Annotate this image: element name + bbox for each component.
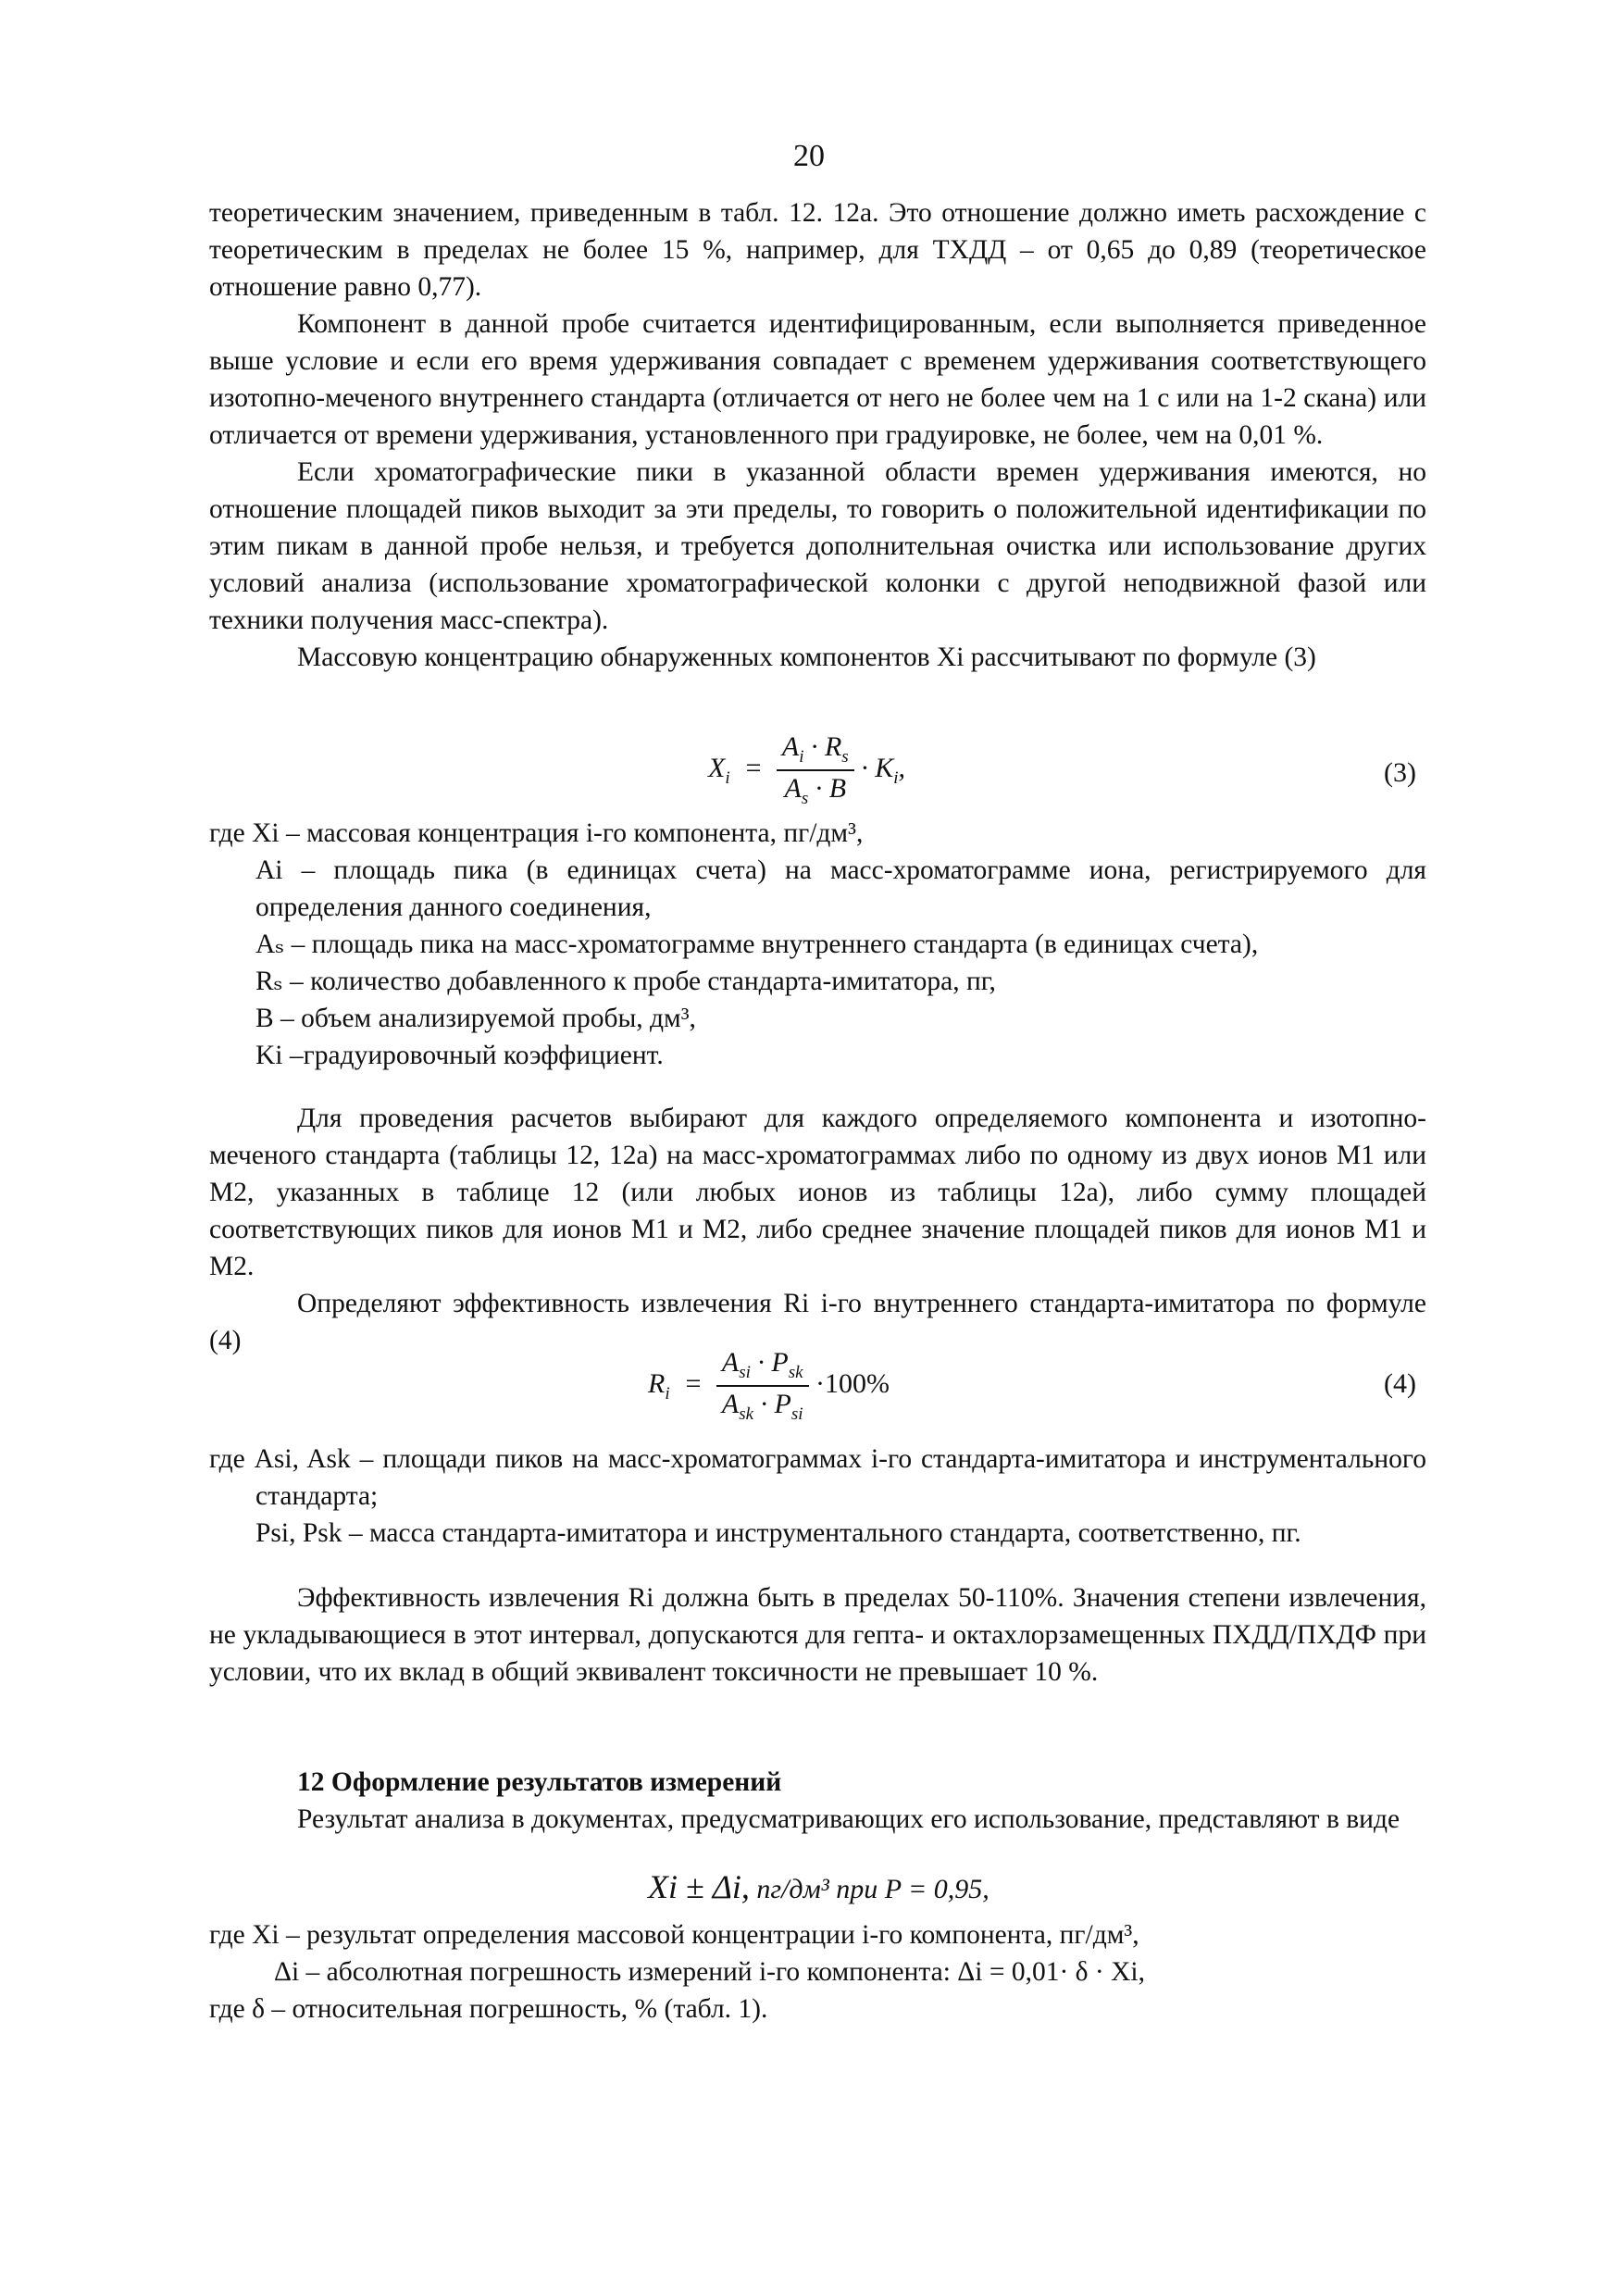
legend-line: B – объем анализируемой пробы, дм³, (255, 1004, 696, 1033)
equation-number: (4) (1384, 1368, 1416, 1399)
formula-3-legend (209, 815, 1426, 1074)
text-block-2 (209, 1100, 1426, 1359)
paragraph: Эффективность извлечения Ri должна быть в пределах 50-110%. Значения степени извлечения, не укладывающиеся в этот интервал, допускаются для гепта- и октахлорзамещенных ПХДД/ПХДФ при условии, что их вклад в общий эквивалент токсичности не превышает 10 %. (209, 1583, 1426, 1687)
text-block-1 (209, 194, 1426, 676)
legend-line: где Xi – результат определения массовой концентрации i-го компонента, пг/дм³, (209, 1920, 1139, 1950)
paragraph: Для проведения расчетов выбирают для каждого определяемого компонента и изотопно-меченого стандарта (таблицы 12, 12а) на масс-хроматограммах либо по одному из двух ионов М1 или М2, указанных в таблице 12 (или любых ионов из таблицы 12а), либо сумму площадей соответствующих пиков для ионов М1 и М2, либо среднее значение площадей пиков для ионов М1 и М2. (209, 1104, 1426, 1281)
legend-line: Rₛ – количество добавленного к пробе стандарта-имитатора, пг, (255, 967, 996, 996)
legend-line: где δ – относительная погрешность, % (табл. 1). (209, 1994, 768, 2024)
equation-number: (3) (1384, 757, 1416, 788)
paragraph: Результат анализа в документах, предусматривающих его использование, представляют в виде (297, 1804, 1400, 1834)
paragraph: теоретическим значением, приведенным в табл. 12. 12а. Это отношение должно иметь расхождение с теоретическим в пределах не более 15 %, например, для ТХДД – от 0,65 до 0,89 (теоретическое отношение равно 0,77). (209, 198, 1426, 302)
section-heading: 12 Оформление результатов измерений (297, 1767, 782, 1797)
legend-line: Ai – площадь пика (в единицах счета) на масс-хроматограмме иона, регистрируемого для определения данного соединения, (255, 855, 1426, 922)
fraction: $\frac{A_{si} \cdot P_{sk}}{A_{sk} \cdot P_{si}}$ (716, 1347, 809, 1425)
section-12-legend (209, 1916, 1426, 2028)
text-block-3 (209, 1579, 1426, 1691)
formula-3: $X_i$ = $\frac{A_i \cdot R_s}{A_s \cdot B}$ · $K_i$, (708, 731, 905, 808)
section-12 (209, 1764, 1426, 1838)
legend-line: Aₛ – площадь пика на масс-хроматограмме внутреннего стандарта (в единицах счета), (255, 930, 1259, 959)
paragraph: Определяют эффективность извлечения Ri i-го внутреннего стандарта-имитатора по формуле (4) (209, 1289, 1426, 1355)
legend-line: где Asi, Ask – площади пиков на масс-хроматограммах i-го стандарта-имитатора и инструментального стандарта; (209, 1444, 1426, 1511)
page-number: 20 (793, 139, 825, 173)
paragraph: Массовую концентрацию обнаруженных компонентов Xi рассчитывают по формуле (3) (297, 643, 1316, 672)
formula-4: $R_i$ = $\frac{A_{si} \cdot P_{sk}}{A_{sk} \cdot P_{si}}$ ·100% (648, 1347, 890, 1424)
legend-line: Ki –градуировочный коэффициент. (255, 1041, 664, 1070)
legend-line: Psi, Psk – масса стандарта-имитатора и инструментального стандарта, соответственно, пг. (255, 1518, 1301, 1548)
legend-line: Δi – абсолютная погрешность измерений i-го компонента: Δi = 0,01· δ · Xi, (274, 1957, 1146, 1987)
fraction: $\frac{A_i \cdot R_s}{A_s \cdot B}$ (777, 731, 854, 809)
paragraph: Компонент в данной пробе считается идентифицированным, если выполняется приведенное выше условие и если его время удерживания совпадает с временем удерживания соответствующего изотопно-меченого внутреннего стандарта (отличается от него не более чем на 1 с или на 1-2 скана) или отличается от времени удерживания, установленного при градуировке, не более, чем на 0,01 %. (209, 309, 1426, 450)
result-formula: Xi ± Δi, пг/дм³ при P = 0,95, (648, 1868, 989, 1905)
formula-4-legend (209, 1441, 1426, 1552)
formula-lhs: X (708, 752, 726, 783)
legend-line: где Xi – массовая концентрация i-го компонента, пг/дм³, (209, 818, 864, 848)
paragraph: Если хроматографические пики в указанной области времен удерживания имеются, но отношение площадей пиков выходит за эти пределы, то говорить о положительной идентификации по этим пикам в данной пробе нельзя, и требуется дополнительная очистка или использование других условий анализа (использование хроматографической колонки с другой неподвижной фазой или техники получения масс-спектра). (209, 457, 1426, 635)
